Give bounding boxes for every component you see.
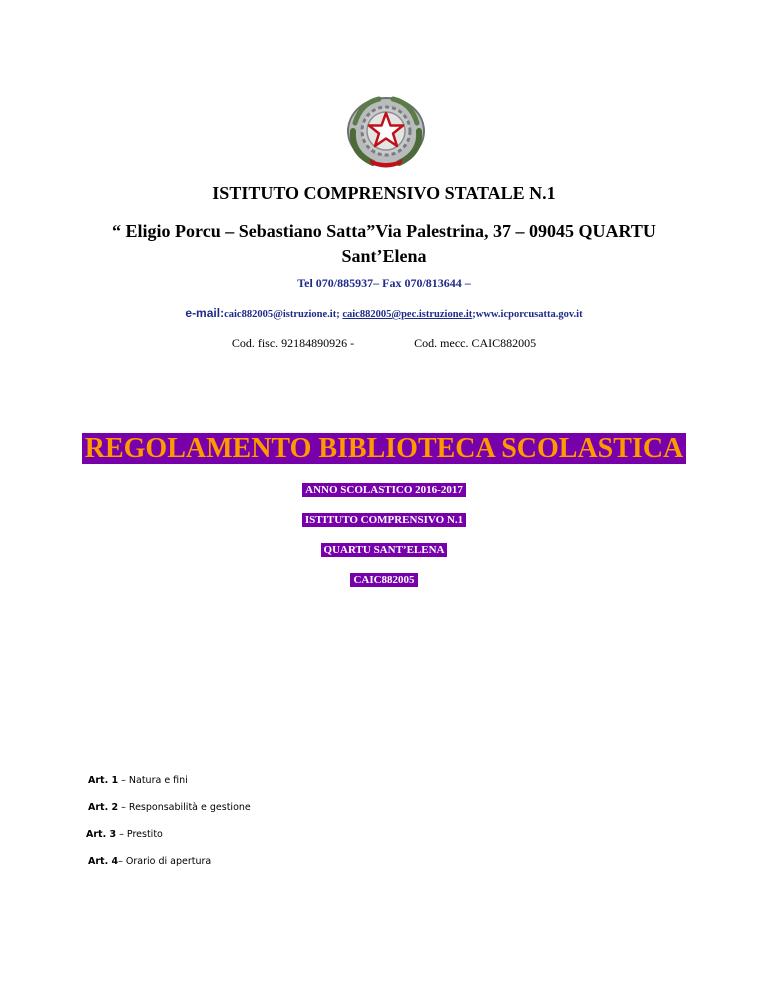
subtitle-city bbox=[0, 538, 768, 557]
email-separator: ; bbox=[472, 309, 476, 320]
pec-email-link[interactable]: caic882005@pec.istruzione.it bbox=[342, 309, 473, 320]
address-line-2: Sant’Elena bbox=[341, 246, 427, 266]
article-title: – Orario di apertura bbox=[118, 856, 212, 867]
contact-line bbox=[0, 306, 768, 320]
email-link[interactable]: caic882005@istruzione.it; bbox=[224, 309, 340, 320]
email-label: e-mail: bbox=[185, 306, 225, 320]
subtitle-code bbox=[0, 568, 768, 587]
article-title: – Prestito bbox=[116, 829, 163, 840]
subtitle-institute bbox=[0, 508, 768, 527]
article-title: – Natura e fini bbox=[118, 775, 188, 786]
article-number: Art. 4 bbox=[88, 856, 119, 867]
institute-name: ISTITUTO COMPRENSIVO STATALE N.1 bbox=[212, 183, 556, 203]
mecc-code: Cod. mecc. CAIC882005 bbox=[414, 336, 537, 350]
address-line-1: “ Eligio Porcu – Sebastiano Satta”Via Palestrina, 37 – 09045 QUARTU bbox=[112, 221, 656, 241]
subtitle-institute-text: ISTITUTO COMPRENSIVO N.1 bbox=[302, 513, 466, 527]
article-item bbox=[88, 802, 251, 813]
subtitle-city-text: QUARTU SANT’ELENA bbox=[321, 543, 448, 557]
document-title-text: REGOLAMENTO BIBLIOTECA SCOLASTICA bbox=[82, 433, 687, 464]
codes-line bbox=[0, 336, 768, 351]
article-title: – Responsabilità e gestione bbox=[118, 802, 251, 813]
article-number: Art. 2 bbox=[88, 802, 119, 813]
document-title bbox=[0, 432, 768, 466]
website-link[interactable]: www.icporcusatta.gov.it bbox=[475, 309, 583, 320]
article-item bbox=[88, 856, 211, 867]
article-number: Art. 3 bbox=[86, 829, 117, 840]
article-item bbox=[86, 829, 163, 840]
subtitle-code-text: CAIC882005 bbox=[350, 573, 417, 587]
fiscal-code: Cod. fisc. 92184890926 - bbox=[231, 336, 355, 350]
article-item bbox=[88, 775, 188, 786]
subtitle-school-year bbox=[0, 478, 768, 497]
institute-address bbox=[0, 219, 768, 269]
article-number: Art. 1 bbox=[88, 775, 119, 786]
italian-republic-emblem-icon bbox=[343, 93, 429, 169]
phone-fax: Tel 070/885937– Fax 070/813644 – bbox=[297, 276, 471, 290]
subtitle-school-year-text: ANNO SCOLASTICO 2016-2017 bbox=[302, 483, 466, 497]
